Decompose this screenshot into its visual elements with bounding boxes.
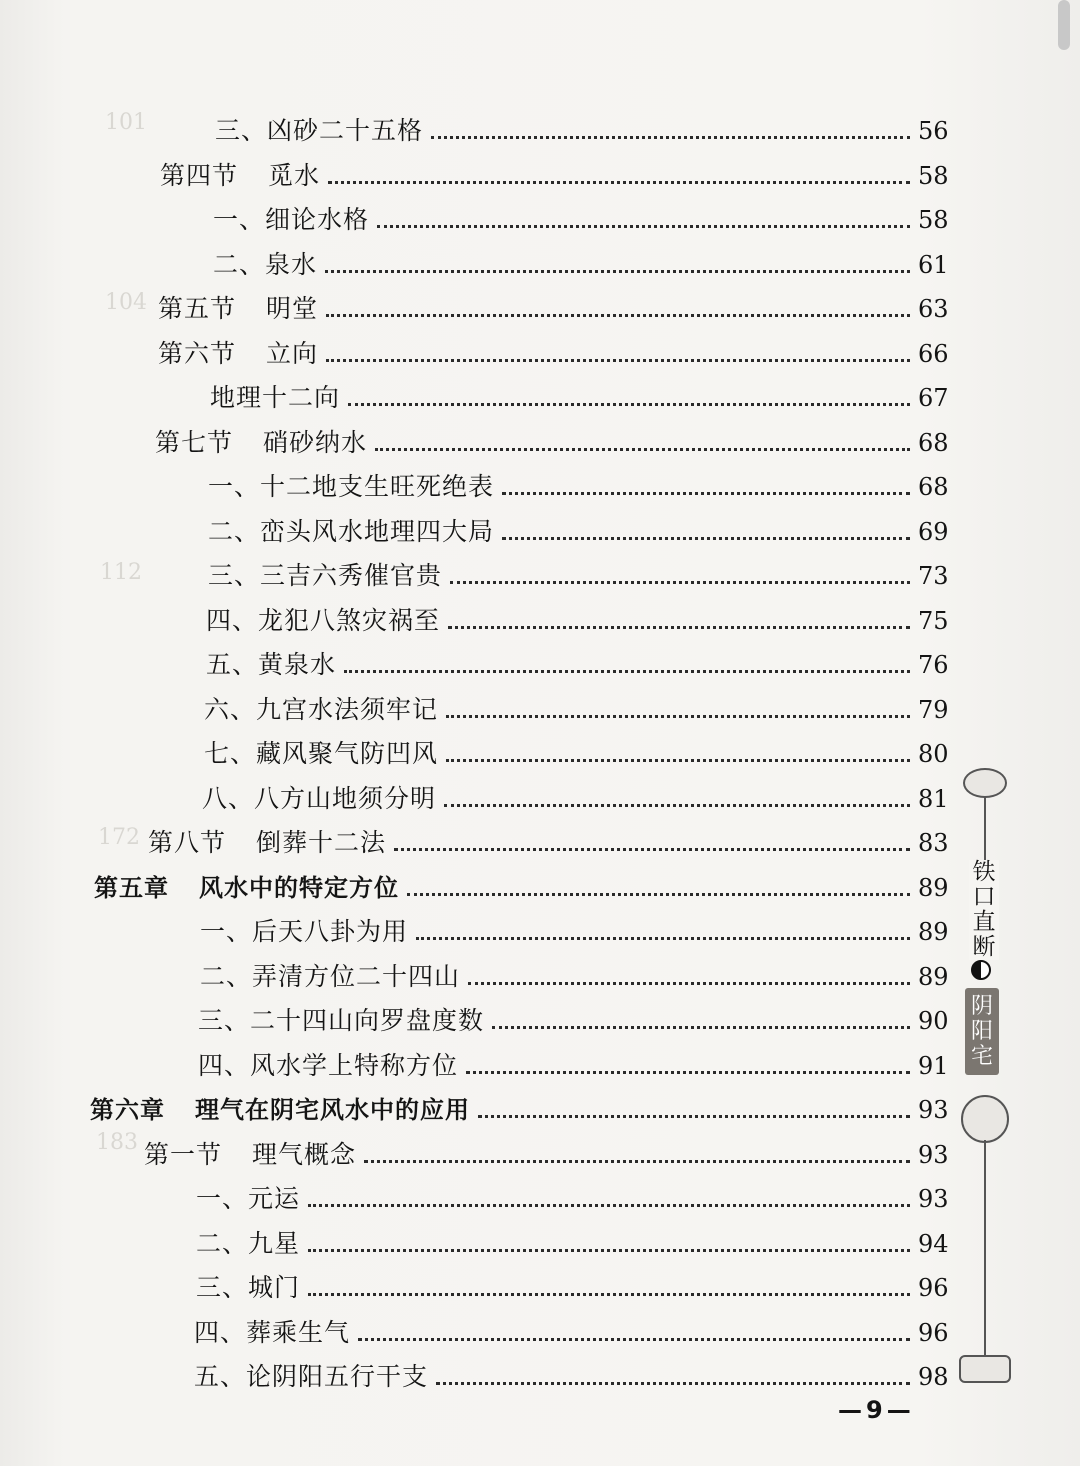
toc-page-number: 80 (918, 740, 949, 768)
dot-leader (344, 669, 910, 673)
bleed-through-decoration: 112 (100, 560, 142, 585)
dot-leader (377, 224, 910, 228)
toc-page-number: 81 (918, 784, 949, 813)
toc-row-17 (148, 824, 952, 858)
toc-entry-title (213, 250, 317, 280)
dot-leader (450, 580, 910, 584)
toc-page-number: 83 (918, 829, 949, 857)
toc-row-12 (206, 602, 952, 636)
dot-leader (446, 758, 910, 762)
toc-entry-heading: 四、龙犯八煞灾祸至 (206, 605, 441, 635)
toc-page-number: 98 (918, 1363, 949, 1391)
toc-page-number: 67 (918, 384, 949, 412)
bleed-through-decoration: 101 (105, 110, 147, 135)
toc-entry-subtitle: 立向 (266, 338, 319, 368)
toc-entry-title (206, 606, 440, 636)
dot-leader (308, 1203, 910, 1207)
toc-entry-heading: 第五节 (158, 294, 237, 323)
toc-entry-heading: 二、泉水 (213, 249, 318, 279)
toc-row-10 (208, 513, 952, 547)
toc-entry-heading: 三、凶砂二十五格 (215, 116, 424, 145)
toc-entry-subtitle: 明堂 (266, 294, 319, 323)
toc-entry-title (158, 339, 318, 369)
toc-page-number: 76 (918, 651, 949, 679)
toc-entry-subtitle: 风水中的特定方位 (199, 873, 399, 902)
series-title: 铁口直断 (969, 860, 999, 960)
tassel-ornament-icon (959, 1355, 1011, 1383)
toc-entry-heading: 四、风水学上特称方位 (198, 1050, 459, 1080)
toc-row-14 (204, 691, 952, 725)
knot-ornament-icon (961, 1095, 1009, 1143)
toc-entry-title (208, 517, 494, 547)
toc-entry-heading: 第四节 (160, 160, 239, 190)
bleed-through-decoration: 172 (98, 825, 140, 850)
dot-leader (502, 491, 910, 495)
toc-entry-heading: 一、十二地支生旺死绝表 (208, 472, 495, 501)
dot-leader (364, 1159, 910, 1163)
toc-entry-heading: 第五章 (94, 873, 169, 902)
toc-entry-title (198, 1006, 484, 1036)
dot-leader (436, 1381, 910, 1385)
toc-entry-heading: 第六节 (158, 338, 237, 368)
bleed-through-decoration: 104 (105, 290, 147, 315)
toc-page-number: 61 (918, 250, 949, 279)
toc-entry-title (198, 1051, 458, 1081)
toc-entry-title (208, 561, 442, 591)
toc-entry-title (155, 428, 367, 458)
cloud-ornament-icon (963, 768, 1007, 798)
dot-leader (468, 981, 910, 985)
toc-row-29 (194, 1358, 952, 1392)
toc-page-number: 58 (918, 206, 949, 234)
toc-page-number: 93 (918, 1096, 949, 1124)
toc-entry-heading: 一、后天八卦为用 (200, 917, 409, 946)
dot-leader (358, 1337, 910, 1341)
toc-row-19 (200, 913, 952, 947)
toc-page-number: 66 (918, 339, 949, 368)
toc-row-11 (208, 557, 952, 591)
toc-row-25 (196, 1180, 952, 1214)
toc-entry-subtitle: 倒葬十二法 (256, 828, 387, 857)
toc-entry-title (210, 383, 340, 413)
toc-entry-heading: 一、细论水格 (213, 205, 370, 234)
toc-entry-heading: 七、藏风聚气防凹风 (204, 739, 439, 768)
dot-leader (308, 1292, 910, 1296)
toc-row-22 (198, 1047, 952, 1081)
scrollbar-thumb[interactable] (1058, 0, 1070, 50)
toc-row-26 (196, 1225, 952, 1259)
toc-page-number: 89 (918, 918, 949, 946)
toc-page-number: 56 (918, 117, 949, 145)
toc-entry-heading: 六、九宫水法须牢记 (204, 694, 439, 724)
dot-leader (375, 447, 910, 451)
toc-entry-heading: 五、论阴阳五行干支 (194, 1362, 429, 1391)
toc-entry-title (208, 472, 494, 502)
toc-entry-heading: 第七节 (155, 427, 234, 457)
toc-entry-heading: 第八节 (148, 828, 227, 857)
toc-page-number: 93 (918, 1140, 949, 1169)
page-number: —9— (838, 1396, 915, 1424)
toc-entry-heading: 二、峦头风水地理四大局 (208, 516, 495, 546)
toc-page-number: 68 (918, 473, 949, 501)
toc-entry-title (204, 695, 438, 725)
toc-entry-title (196, 1229, 300, 1259)
dot-leader (502, 536, 910, 540)
toc-entry-title (204, 739, 438, 769)
toc-page-number: 58 (918, 161, 949, 190)
toc-entry-heading: 八、八方山地须分明 (202, 783, 437, 813)
toc-entry-subtitle: 觅水 (268, 160, 321, 190)
toc-entry-heading: 一、元运 (196, 1184, 301, 1213)
toc-entry-heading: 三、二十四山向罗盘度数 (198, 1006, 485, 1035)
toc-page-number: 63 (918, 295, 949, 323)
toc-entry-title (202, 784, 436, 814)
toc-page-number: 75 (918, 606, 949, 635)
toc-row-4 (213, 246, 952, 280)
toc-entry-title (194, 1318, 350, 1348)
toc-entry-heading: 第一节 (144, 1139, 223, 1169)
toc-entry-title (200, 962, 460, 992)
toc-entry-title (194, 1362, 428, 1392)
dot-leader (444, 803, 910, 807)
toc-row-16 (202, 780, 952, 814)
dot-leader (348, 402, 910, 406)
toc-entry-heading: 三、三吉六秀催官贵 (208, 561, 443, 590)
toc-row-24 (144, 1136, 952, 1170)
dot-leader (328, 180, 910, 184)
toc-page-number: 68 (918, 428, 949, 457)
toc-entry-heading: 四、葬乘生气 (194, 1317, 351, 1347)
toc-page-number: 69 (918, 517, 949, 546)
toc-row-1 (215, 112, 952, 146)
toc-entry-title (94, 873, 399, 903)
toc-page-number: 93 (918, 1185, 949, 1213)
dot-leader (448, 625, 910, 629)
toc-row-8 (155, 424, 952, 458)
toc-entry-title (90, 1095, 470, 1125)
toc-row-20 (200, 958, 952, 992)
dot-leader (325, 269, 910, 273)
toc-entry-heading: 五、黄泉水 (206, 650, 337, 679)
toc-row-13 (206, 646, 952, 680)
toc-page-number: 94 (918, 1229, 949, 1258)
toc-entry-subtitle: 理气概念 (252, 1139, 357, 1169)
toc-page-number: 79 (918, 695, 949, 724)
dot-leader (416, 936, 910, 940)
toc-entry-title (196, 1273, 300, 1303)
toc-page-number: 96 (918, 1274, 949, 1302)
toc-entry-title (215, 116, 423, 146)
book-title: 阴阳宅 (965, 988, 999, 1075)
dot-leader (478, 1114, 910, 1118)
toc-row-15 (204, 735, 952, 769)
dot-leader (326, 358, 910, 362)
toc-entry-heading: 三、城门 (196, 1273, 301, 1302)
toc-row-2 (160, 157, 952, 191)
toc-page-number: 89 (918, 873, 949, 902)
yin-yang-icon (971, 960, 991, 980)
dot-leader (407, 892, 910, 896)
toc-row-27 (196, 1269, 952, 1303)
toc-page-number: 91 (918, 1051, 949, 1080)
toc-page-number: 73 (918, 562, 949, 590)
toc-entry-heading: 二、弄清方位二十四山 (200, 961, 461, 991)
toc-entry-title (158, 294, 318, 324)
toc-row-23 (90, 1091, 952, 1125)
toc-entry-heading: 第六章 (90, 1096, 165, 1124)
toc-page-number: 89 (918, 962, 949, 991)
toc-page-number: 96 (918, 1318, 949, 1347)
dot-leader (492, 1025, 910, 1029)
toc-row-7 (210, 379, 952, 413)
toc-entry-title (206, 650, 336, 680)
toc-row-5 (158, 290, 952, 324)
toc-entry-subtitle: 理气在阴宅风水中的应用 (195, 1096, 470, 1124)
dot-leader (326, 313, 910, 317)
toc-entry-title (148, 828, 386, 858)
dot-leader (446, 714, 910, 718)
side-ornament (955, 760, 1015, 1400)
toc-entry-title (144, 1140, 356, 1170)
toc-row-3 (213, 201, 952, 235)
toc-entry-title (196, 1184, 300, 1214)
toc-entry-subtitle: 硝砂纳水 (263, 427, 368, 457)
toc-entry-title (213, 205, 369, 235)
dot-leader (431, 135, 910, 139)
toc-row-9 (208, 468, 952, 502)
toc-entry-heading: 地理十二向 (210, 383, 341, 412)
toc-entry-title (160, 161, 320, 191)
toc-entry-title (200, 917, 408, 947)
toc-entry-heading: 二、九星 (196, 1228, 301, 1258)
dot-leader (308, 1248, 910, 1252)
dot-leader (394, 847, 910, 851)
dot-leader (466, 1070, 910, 1074)
toc-row-21 (198, 1002, 952, 1036)
toc-row-18 (94, 869, 952, 903)
toc-page-number: 90 (918, 1007, 949, 1035)
toc-row-28 (194, 1314, 952, 1348)
toc-row-6 (158, 335, 952, 369)
bleed-through-decoration: 183 (96, 1130, 138, 1155)
